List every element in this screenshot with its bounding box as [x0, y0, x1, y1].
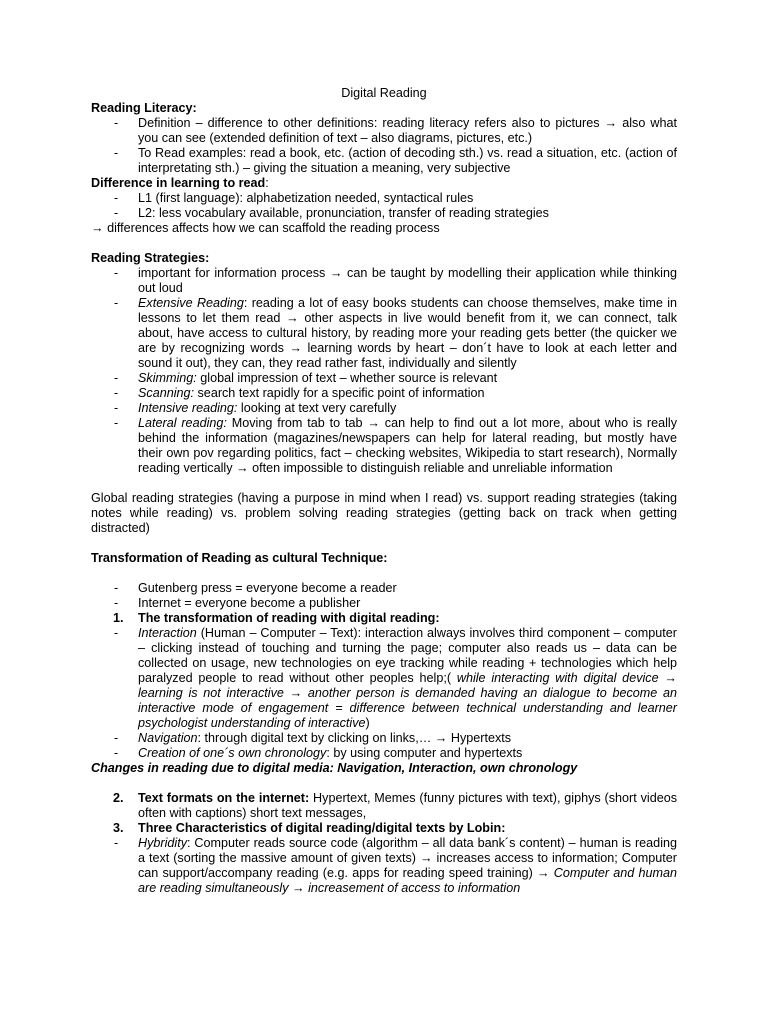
list-item — [91, 746, 677, 761]
item-text: L1 (first language): alphabetization needed, syntactical rules — [138, 191, 474, 205]
bullet-dash: - — [114, 296, 119, 310]
bullet-dash: - — [114, 746, 119, 760]
item-number: 1. — [113, 611, 124, 625]
bullet-dash: - — [114, 596, 119, 610]
item-term: Navigation — [138, 731, 198, 745]
list-item — [91, 191, 677, 206]
list-item — [91, 206, 677, 221]
bullet-dash: - — [114, 146, 119, 160]
item-italic-text: while interacting with digital device → learning is not interactive → another person is demanded having an dialogue to become an interactive mode of engagement = difference between technical understanding and learner psychologist understanding of interactive — [138, 671, 677, 730]
item-text: Three Characteristics of digital reading/digital texts by Lobin: — [138, 821, 506, 835]
item-term: Hybridity — [138, 836, 187, 850]
item-text: The transformation of reading with digital reading: — [138, 611, 440, 625]
changes-summary: Changes in reading due to digital media: Navigation, Interaction, own chronology — [91, 761, 578, 775]
list-item — [91, 386, 677, 401]
item-term: Interaction — [138, 626, 197, 640]
item-text: : Computer reads source code (algorithm – all data bank´s content) – human is reading a text (sorting the massive amount of given texts) → increases access to information; Computer can support/accompany reading (e.g. apps for reading speed training) — [138, 836, 677, 880]
numbered-item — [91, 611, 677, 626]
list-item — [91, 416, 677, 476]
list-item — [91, 371, 677, 386]
item-text: Hypertext, Memes (funny pictures with text), giphys (short videos often with captions) short text messages, — [138, 791, 678, 820]
list-item — [91, 146, 677, 176]
list-item — [91, 581, 677, 596]
heading-colon: : — [265, 176, 269, 190]
item-text: search text rapidly for a specific point of information — [194, 386, 485, 400]
item-text: L2: less vocabulary available, pronunciation, transfer of reading strategies — [138, 206, 549, 220]
bullet-dash: - — [114, 731, 119, 745]
item-text: To Read examples: read a book, etc. (action of decoding sth.) vs. read a situation, etc. (action of interpretating sth.) – giving the situation a meaning, very subjective — [138, 146, 677, 175]
bullet-dash: - — [114, 401, 119, 415]
item-term: Lateral reading: — [138, 416, 227, 430]
list-item — [91, 401, 677, 416]
item-text: important for information process → can be taught by modelling their application while thinking out loud — [138, 266, 677, 295]
heading-reading-strategies: Reading Strategies: — [91, 251, 210, 265]
item-text: : reading a lot of easy books students can choose themselves, make time in lessons to let them read → other aspects in live would benefit from it, we can connect, talk about, have access to cultural history, by reading more your reading gets better (the quicker we are by recognizing words → learning words by heart – don´t have to look at each letter and sound it out), they can, they read rather fast, individually and silently — [138, 296, 677, 370]
heading-difference: Difference in learning to read — [91, 176, 266, 190]
item-text: Moving from tab to tab → can help to find out a lot more, about who is really behind the information (magazines/newspapers can help for lateral reading, but mostly have their own pov regarding politics, fact – checking websites, Wikipedia to start research), Normally reading vertically → often impossible to distinguish reliable and unreliable information — [138, 416, 677, 475]
item-term: Intensive reading: — [138, 401, 238, 415]
numbered-item — [91, 791, 677, 821]
document-page — [91, 86, 677, 896]
bullet-dash: - — [114, 416, 119, 430]
item-text: Definition – difference to other definitions: reading literacy refers also to pictures → also what you can see (extended definition of text – also diagrams, pictures, etc.) — [138, 116, 677, 145]
bullet-dash: - — [114, 836, 119, 850]
item-term: Creation of one´s own chronology — [138, 746, 327, 760]
list-item — [91, 836, 677, 896]
bullet-dash: - — [114, 206, 119, 220]
item-text: looking at text very carefully — [237, 401, 397, 415]
item-text: : by using computer and hypertexts — [326, 746, 523, 760]
list-item — [91, 266, 677, 296]
item-text: global impression of text – whether source is relevant — [196, 371, 498, 385]
bullet-dash: - — [114, 581, 119, 595]
bullet-dash: - — [114, 626, 119, 640]
global-strategies-paragraph: Global reading strategies (having a purpose in mind when I read) vs. support reading strategies (taking notes while reading) vs. problem solving reading strategies (getting back on track when getting distracted) — [91, 491, 677, 535]
heading-transformation: Transformation of Reading as cultural Technique: — [91, 551, 388, 565]
item-text-end: ) — [365, 716, 370, 730]
list-item — [91, 296, 677, 371]
bullet-dash: - — [114, 371, 119, 385]
heading-reading-literacy: Reading Literacy: — [91, 101, 197, 115]
item-italic-text: → Computer and human are reading simultaneously → increasement of access to information — [138, 866, 678, 895]
bullet-dash: - — [114, 191, 119, 205]
difference-note: → differences affects how we can scaffold the reading process — [91, 221, 440, 235]
item-number: 3. — [113, 821, 124, 835]
document-title: Digital Reading — [341, 86, 427, 100]
item-term: Skimming: — [138, 371, 197, 385]
item-number: 2. — [113, 791, 124, 805]
item-term: Extensive Reading — [138, 296, 244, 310]
item-bold-text: Text formats on the internet: — [138, 791, 310, 805]
numbered-item — [91, 821, 677, 836]
item-text: Internet = everyone become a publisher — [138, 596, 361, 610]
list-item — [91, 116, 677, 146]
item-text: Gutenberg press = everyone become a reader — [138, 581, 397, 595]
item-text: (Human – Computer – Text): interaction always involves third component – computer – clicking instead of touching and turning the page; computer also reads us – data can be collected on usage, new technologies on eye tracking while reading + technologies which help paralyzed people to read without other peoples help;( — [138, 626, 677, 685]
bullet-dash: - — [114, 116, 119, 130]
list-item — [91, 596, 677, 611]
item-term: Scanning: — [138, 386, 195, 400]
heading-difference-line — [91, 176, 677, 191]
bullet-dash: - — [114, 386, 119, 400]
list-item — [91, 731, 677, 746]
list-item — [91, 626, 677, 731]
bullet-dash: - — [114, 266, 119, 280]
item-text: : through digital text by clicking on links,… → Hypertexts — [197, 731, 512, 745]
